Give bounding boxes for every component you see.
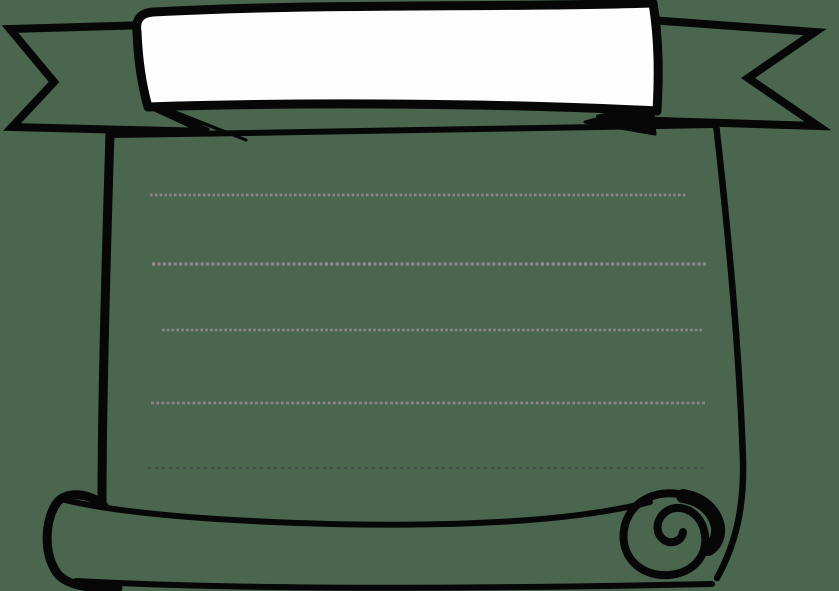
- banner-ribbon: [10, 3, 818, 140]
- scroll-right-edge: [716, 124, 743, 578]
- banner-panel: [137, 3, 659, 111]
- scroll-bottom-paper-edge: [61, 499, 650, 525]
- scroll-left-edge: [102, 133, 110, 502]
- scroll-bottom-outer-edge: [76, 581, 712, 588]
- ruled-lines: [148, 195, 707, 468]
